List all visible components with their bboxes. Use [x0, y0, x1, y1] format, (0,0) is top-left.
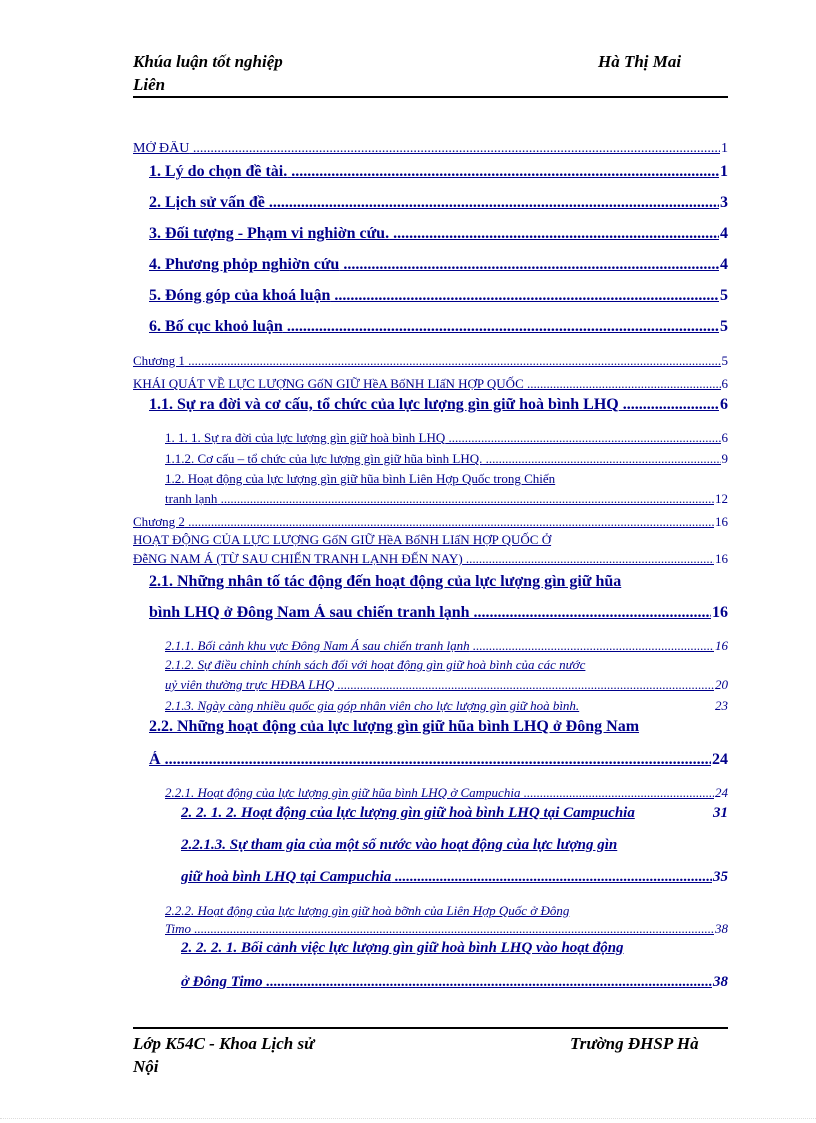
- toc-entry[interactable]: [133, 551, 728, 567]
- toc-entry[interactable]: [149, 163, 728, 181]
- toc-entry-text: 3. Đối tượng - Phạm vi nghiờn cứu. .....: [149, 225, 728, 242]
- toc-page-number: 16: [715, 638, 728, 653]
- toc-entry-text: 2. 2. 2. 1. Bối cảnh việc lực lượng gìn giữ hoà bình LHQ vào hoạt động: [181, 940, 624, 956]
- toc-entry-text: 2.2.1. Hoạt động của lực lượng gìn giữ hũa bình LHQ ở Campuchia .....: [165, 785, 728, 800]
- header-right: Hà Thị Mai: [598, 52, 682, 71]
- toc-entry-text: Timo .....: [165, 921, 728, 936]
- toc-entry[interactable]: [133, 141, 728, 157]
- toc-page-number: 6: [721, 376, 728, 391]
- toc-entry-text: 6. Bố cục khoỏ luận .....: [149, 318, 728, 335]
- toc-entry[interactable]: [181, 837, 728, 854]
- footer-left-line2: Nội: [133, 1057, 159, 1076]
- toc-entry[interactable]: [149, 287, 728, 305]
- toc-entry-text: bình LHQ ở Đông Nam Á sau chiến tranh lạnh .....: [149, 604, 728, 621]
- page-footer: [133, 1032, 728, 1078]
- toc-page-number: 31: [713, 805, 728, 821]
- toc-entry[interactable]: [181, 974, 728, 991]
- header-left-line1: Khúa luận tốt nghiệp: [133, 52, 283, 71]
- toc-entry-text: tranh lạnh .....: [165, 491, 728, 506]
- toc-page-number: 12: [715, 491, 728, 506]
- toc-entry-text: 2.1. Những nhân tố tác động đến hoạt động của lực lượng gìn giữ hũa: [149, 573, 622, 590]
- toc-page-number: 16: [715, 514, 728, 529]
- toc-page-number: 1: [721, 141, 728, 156]
- toc-page-number: 35: [713, 869, 728, 885]
- toc-entry-text: 5. Đóng góp của khoá luận .....: [149, 287, 728, 304]
- toc-entry[interactable]: [165, 638, 728, 654]
- toc-entry[interactable]: [165, 903, 728, 919]
- toc-entry-text: KHÁI QUÁT VỀ LỰC LƯỢNG GốN GIỮ HềA BốNH LIấN HỢP QUỐC .....: [133, 376, 728, 391]
- toc-entry[interactable]: [133, 514, 728, 530]
- toc-entry[interactable]: [165, 921, 728, 937]
- toc-page-number: 4: [720, 256, 728, 273]
- toc-entry[interactable]: [165, 677, 728, 693]
- toc-entry-text: 2. 2. 1. 2. Hoạt động của lực lượng gìn giữ hoà bình LHQ tại Campuchia: [181, 805, 635, 821]
- toc-entry-text: giữ hoà bình LHQ tại Campuchia .....: [181, 869, 728, 885]
- toc-entry[interactable]: [165, 451, 728, 467]
- toc-entry[interactable]: [133, 376, 728, 392]
- toc-page-number: 16: [715, 551, 728, 566]
- toc-entry-text: ở Đông Timo .....: [181, 974, 728, 990]
- toc-entry-text: 1. 1. 1. Sự ra đời của lực lượng gìn giữ hoà bình LHQ .....: [165, 430, 728, 445]
- footer-left-line1: Lớp K54C - Khoa Lịch sử: [133, 1034, 315, 1053]
- toc-entry-text: HOẠT ĐỘNG CỦA LỰC LƯỢNG GốN GIỮ HềA BốNH LIấN HỢP QUỐC Ở: [133, 532, 552, 547]
- toc-page-number: 3: [720, 194, 728, 211]
- toc-entry-text: MỞ ĐẦU .....: [133, 141, 728, 156]
- toc-entry-text: 1.2. Hoạt động của lực lượng gìn giữ hũa bình Liên Hợp Quốc trong Chiến: [165, 471, 556, 486]
- toc-entry-text: 2.1.2. Sự điều chỉnh chính sách đối với hoạt động gìn giữ hoà bình của các nước: [165, 657, 586, 672]
- toc-entry[interactable]: [149, 604, 728, 622]
- toc-page-number: 5: [721, 353, 728, 368]
- toc-entry-text: Chương 1 .....: [133, 353, 728, 368]
- toc-page-number: 20: [715, 677, 728, 692]
- table-of-contents: [133, 0, 728, 1000]
- toc-entry[interactable]: [149, 751, 728, 769]
- toc-page-number: 5: [720, 287, 728, 304]
- toc-entry-text: ĐễNG NAM Á (TỪ SAU CHIẾN TRANH LẠNH ĐẾN NAY) .....: [133, 551, 728, 566]
- toc-page-number: 16: [712, 604, 728, 621]
- footer-rule: [133, 1027, 728, 1029]
- toc-page-number: 38: [715, 921, 728, 936]
- toc-page-number: 38: [713, 974, 728, 990]
- toc-entry[interactable]: [149, 225, 728, 243]
- toc-entry-text: 4. Phương phỏp nghiờn cứu .....: [149, 256, 728, 273]
- toc-entry-text: uỷ viên thường trực HĐBA LHQ .....: [165, 677, 728, 692]
- toc-page-number: 4: [720, 225, 728, 242]
- toc-entry-text: 1. Lý do chọn đề tài. .....: [149, 163, 728, 180]
- toc-entry[interactable]: [165, 430, 728, 446]
- page-bottom-border: [0, 1118, 816, 1119]
- toc-entry-text: Chương 2 .....: [133, 514, 728, 529]
- toc-entry[interactable]: [133, 532, 728, 548]
- toc-entry-text: 2.2. Những hoạt động của lực lượng gìn giữ hũa bình LHQ ở Đông Nam: [149, 718, 640, 735]
- toc-entry-text: Á .....: [149, 751, 728, 768]
- toc-page-number: 24: [715, 785, 728, 800]
- toc-entry[interactable]: [181, 805, 728, 822]
- toc-entry[interactable]: [149, 718, 728, 736]
- toc-entry-text: 2.1.1. Bối cảnh khu vực Đông Nam Á sau chiến tranh lạnh .....: [165, 638, 728, 653]
- toc-entry[interactable]: [149, 396, 728, 414]
- toc-entry[interactable]: [149, 573, 728, 591]
- toc-entry[interactable]: [149, 318, 728, 336]
- toc-entry-text: 2. Lịch sử vấn đề .....: [149, 194, 728, 211]
- footer-right: Trường ĐHSP Hà: [570, 1034, 699, 1053]
- toc-entry[interactable]: [149, 256, 728, 274]
- header-left-line2: Liên: [133, 75, 166, 94]
- toc-page-number: 5: [720, 318, 728, 335]
- toc-page-number: 9: [721, 451, 728, 466]
- toc-entry[interactable]: [165, 698, 728, 714]
- toc-entry[interactable]: [165, 785, 728, 801]
- toc-entry-text: 2.2.2. Hoạt động của lực lượng gìn giữ hoà bỡnh của Liên Hợp Quốc ở Đông: [165, 903, 570, 918]
- toc-page-number: 23: [715, 698, 728, 713]
- toc-page-number: 6: [721, 430, 728, 445]
- toc-entry-text: 1.1. Sự ra đời và cơ cấu, tổ chức của lực lượng gìn giữ hoà bình LHQ .....: [149, 396, 728, 413]
- toc-entry[interactable]: [181, 940, 728, 957]
- toc-entry[interactable]: [149, 194, 728, 212]
- toc-page-number: 6: [720, 396, 728, 413]
- toc-entry[interactable]: [181, 869, 728, 886]
- toc-entry-text: 1.1.2. Cơ cấu – tổ chức của lực lượng gìn giữ hũa bình LHQ. .....: [165, 451, 728, 466]
- toc-entry-text: 2.1.3. Ngày càng nhiều quốc gia góp nhân viên cho lực lượng gìn giữ hoà bình.: [165, 698, 580, 713]
- toc-entry-text: 2.2.1.3. Sự tham gia của một số nước vào hoạt động của lực lượng gìn: [181, 837, 618, 853]
- toc-entry[interactable]: [165, 491, 728, 507]
- toc-entry[interactable]: [165, 471, 728, 487]
- toc-page-number: 24: [712, 751, 728, 768]
- toc-entry[interactable]: [165, 657, 728, 673]
- toc-entry[interactable]: [133, 353, 728, 369]
- toc-page-number: 1: [720, 163, 728, 180]
